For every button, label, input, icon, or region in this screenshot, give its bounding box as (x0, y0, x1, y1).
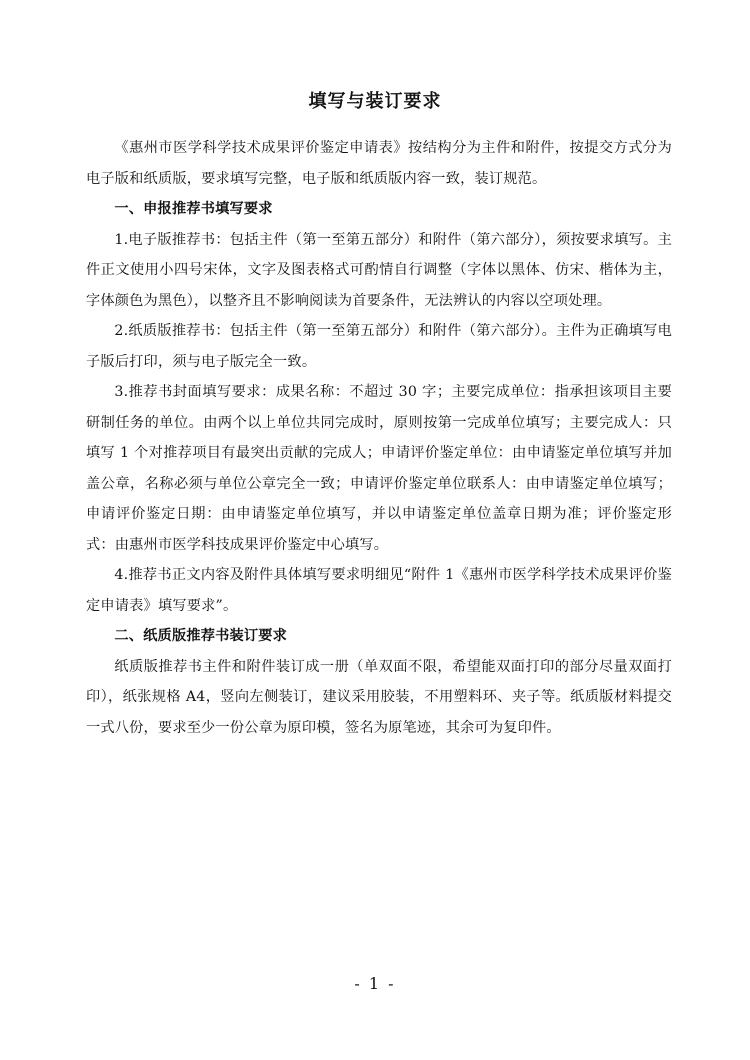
page-number: - 1 - (354, 974, 396, 993)
section-1-item-1: 1.电子版推荐书：包括主件（第一至第五部分）和附件（第六部分），须按要求填写。主件正文使用小四号宋体，文字及图表格式可酌情自行调整（字体以黑体、仿宋、楷体为主，字体颜色为黑色），以整齐且不影响阅读为首要条件，无法辨认的内容以空项处理。 (86, 231, 672, 309)
section-1-item-3: 3.推荐书封面填写要求：成果名称：不超过 30 字；主要完成单位：指承担该项目主要研制任务的单位。由两个以上单位共同完成时，原则按第一完成单位填写；主要完成人：只填写 1 个对推荐项目有最突出贡献的完成人；申请评价鉴定单位：由申请鉴定单位填写并加盖公章，名称必须与单位公章完全一致；申请评价鉴定单位联系人：由申请鉴定单位填写；申请评价鉴定日期：由申请鉴定单位填写，并以申请鉴定单位盖章日期为准；评价鉴定形式：由惠州市医学科技成果评价鉴定中心填写。 (86, 384, 672, 553)
intro-paragraph: 《惠州市医学科学技术成果评价鉴定申请表》按结构分为主件和附件，按提交方式分为电子版和纸质版，要求填写完整，电子版和纸质版内容一致，装订规范。 (86, 140, 672, 187)
section-1-heading: 一、申报推荐书填写要求 (114, 201, 273, 217)
section-2-paragraph: 纸质版推荐书主件和附件装订成一册（单双面不限，希望能双面打印的部分尽量双面打印），纸张规格 A4，竖向左侧装订，建议采用胶装，不用塑料环、夹子等。纸质版材料提交一式八份，要求至少一份公章为原印模，签名为原笔迹，其余可为复印件。 (86, 658, 672, 736)
section-1-item-4: 4.推荐书正文内容及附件具体填写要求明细见“附件 1《惠州市医学科学技术成果评价鉴定申请表》填写要求”。 (86, 567, 672, 614)
document-body (86, 133, 672, 743)
document-title: 填写与装订要求 (308, 91, 442, 112)
section-1-item-2: 2.纸质版推荐书：包括主件（第一至第五部分）和附件（第六部分）。主件为正确填写电子版后打印，须与电子版完全一致。 (86, 323, 672, 370)
section-2-heading: 二、纸质版推荐书装订要求 (114, 628, 288, 644)
